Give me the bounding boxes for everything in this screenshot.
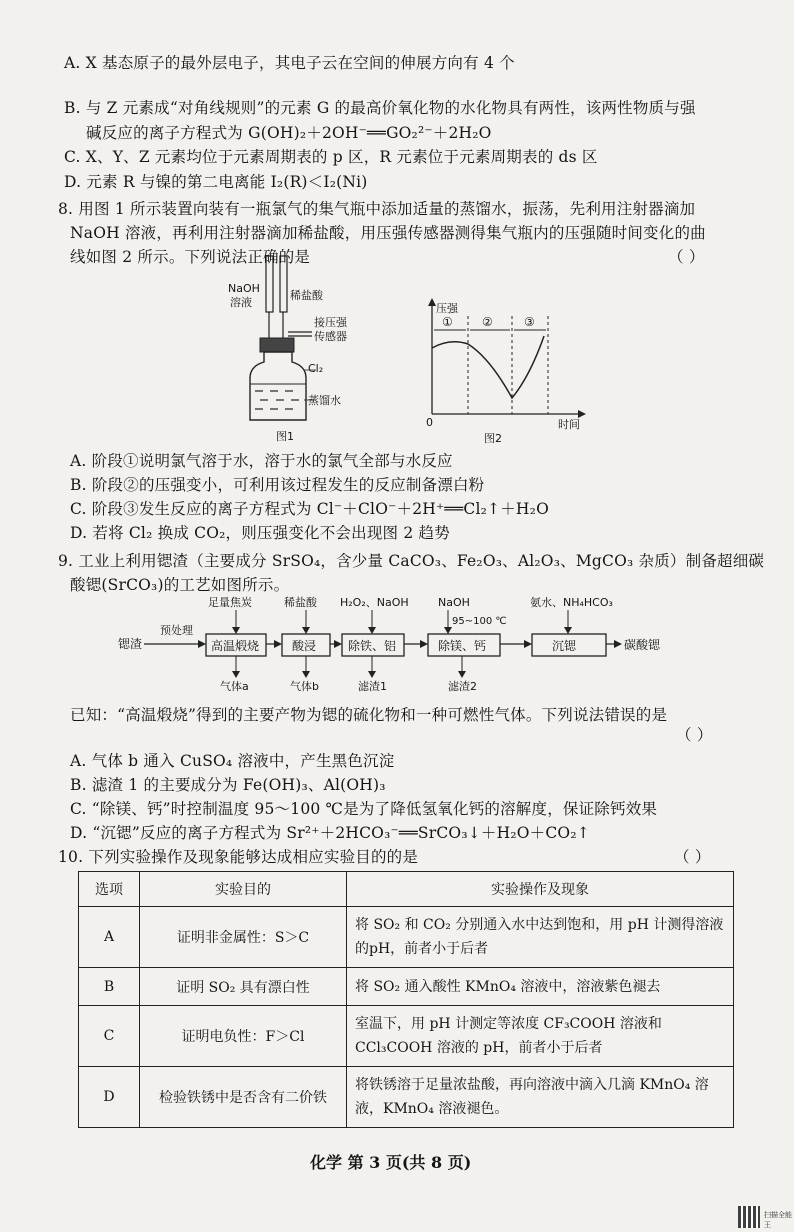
flow-step-2-label: 酸浸 [292,639,317,653]
q7-option-a: A. X 基态原子的最外层电子，其电子云在空间的伸展方向有 4 个 [64,54,515,72]
stopper [260,338,294,352]
flow-pretreatment: 预处理 [160,624,193,637]
figure1-apparatus [220,252,370,444]
row-b-goal: 证明 SO₂ 具有漂白性 [140,968,347,1006]
header-goal: 实验目的 [140,872,347,907]
q10-answer-bracket: （ ） [674,848,711,866]
fig1-caption: 图1 [276,430,294,443]
page-footer: 化学 第 3 页(共 8 页) [310,1153,472,1172]
table-row [79,968,734,1006]
flow-reagent-3: H₂O₂、NaOH [340,596,409,609]
row-c-operation: 室温下，用 pH 计测定等浓度 CF₃COOH 溶液和 CCl₃COOH 溶液的 pH，前者小于后者 [347,1006,734,1067]
fig2-stage3: ③ [524,315,535,329]
row-a-goal: 证明非金属性：S＞C [140,907,347,968]
header-operation: 实验操作及现象 [347,872,734,907]
row-a-operation: 将 SO₂ 和 CO₂ 分别通入水中达到饱和，用 pH 计测得溶液的pH，前者小于后者 [347,907,734,968]
q9-option-d: D. “沉锶”反应的离子方程式为 Sr²⁺＋2HCO₃⁻══SrCO₃↓＋H₂O＋CO₂↑ [70,824,590,842]
q7-option-b-cont: 碱反应的离子方程式为 G(OH)₂＋2OH⁻══GO₂²⁻＋2H₂O [86,124,492,142]
fig1-solution-label: 溶液 [230,296,252,309]
flow-step-1-label: 高温煅烧 [211,639,260,653]
flow-start: 锶渣 [118,637,143,651]
fig2-stage1: ① [442,315,453,329]
q8-option-c: C. 阶段③发生反应的离子方程式为 Cl⁻＋ClO⁻＋2H⁺══Cl₂↑＋H₂O [70,500,549,518]
qr-code-icon [738,1206,760,1228]
row-d-option: D [79,1067,140,1128]
q9-process-flowchart [110,594,690,694]
q8-answer-bracket: （ ） [668,248,705,266]
q10-experiment-table [78,871,734,1128]
syringe-left [266,256,273,312]
row-d-operation: 将铁锈溶于足量浓盐酸，再向溶液中滴入几滴 KMnO₄ 溶液，KMnO₄ 溶液褪色。 [347,1067,734,1128]
q8-option-b: B. 阶段②的压强变小，可利用该过程发生的反应制备漂白粉 [70,476,485,494]
water-dashes [255,391,299,409]
pressure-curve [432,336,544,398]
q9-option-b: B. 滤渣 1 的主要成分为 Fe(OH)₃、Al(OH)₃ [70,776,386,794]
q8-stem-line3: 线如图 2 所示。下列说法正确的是 [70,248,311,266]
flow-step-4-label: 除镁、钙 [438,639,487,653]
flow-reagent-1: 足量焦炭 [208,596,252,609]
row-c-option: C [79,1006,140,1067]
flow-end: 碳酸锶 [624,638,661,652]
flow-output-4: 滤渣2 [448,680,477,693]
row-d-goal: 检验铁锈中是否含有二价铁 [140,1067,347,1128]
fig1-sensor-label-1: 接压强 [314,316,347,329]
flow-temperature: 95~100 ℃ [452,616,507,627]
q9-option-a: A. 气体 b 通入 CuSO₄ 溶液中，产生黑色沉淀 [70,752,395,770]
q7-option-b: B. 与 Z 元素成“对角线规则”的元素 G 的最高价氧化物的水化物具有两性，该两性物质与强 [64,99,696,117]
table-row [79,1006,734,1067]
fig1-cl2-label: Cl₂ [308,362,324,375]
row-c-goal: 证明电负性：F＞Cl [140,1006,347,1067]
syringe-right [280,256,287,312]
gas-bottle [250,352,306,420]
table-row [79,907,734,968]
q7-option-d: D. 元素 R 与镍的第二电离能 I₂(R)＜I₂(Ni) [64,173,368,191]
fig2-ylabel: 压强 [436,302,458,315]
q9-option-c: C. “除镁、钙”时控制温度 95～100 ℃是为了降低氢氧化钙的溶解度，保证除钙效果 [70,800,658,818]
q8-option-d: D. 若将 Cl₂ 换成 CO₂，则压强变化不会出现图 2 趋势 [70,524,450,542]
row-b-option: B [79,968,140,1006]
fig1-water-label: 蒸馏水 [308,394,341,407]
q9-answer-bracket: （ ） [676,726,713,744]
fig1-naoh-label: NaOH [228,282,260,295]
row-a-option: A [79,907,140,968]
figure2-pressure-graph [420,296,590,444]
q9-stem-line2: 酸锶(SrCO₃)的工艺如图所示。 [70,576,290,594]
q9-known-condition: 已知：“高温煅烧”得到的主要产物为锶的硫化物和一种可燃性气体。下列说法错误的是 [70,706,668,724]
flow-reagent-2: 稀盐酸 [284,596,317,609]
fig2-caption: 图2 [484,432,502,444]
fig2-stage2: ② [482,315,493,329]
q7-option-c: C. X、Y、Z 元素均位于元素周期表的 p 区，R 元素位于元素周期表的 ds 区 [64,148,598,166]
q10-stem: 10. 下列实验操作及现象能够达成相应实验目的的是 [58,848,419,866]
flow-step-5-label: 沉锶 [552,639,577,653]
flow-output-3: 滤渣1 [358,680,387,693]
row-b-operation: 将 SO₂ 通入酸性 KMnO₄ 溶液中，溶液紫色褪去 [347,968,734,1006]
header-option: 选项 [79,872,140,907]
table-header-row [79,872,734,907]
fig1-sensor-label-2: 传感器 [314,330,347,343]
flow-reagent-5: 氨水、NH₄HCO₃ [530,596,613,609]
fig1-hcl-label: 稀盐酸 [290,289,323,302]
flow-step-3-label: 除铁、铝 [348,639,397,653]
flow-output-2: 气体b [290,680,319,693]
fig2-origin: 0 [426,416,433,429]
q8-stem-line1: 8. 用图 1 所示装置向装有一瓶氯气的集气瓶中添加适量的蒸馏水，振荡，先利用注射器滴加 [58,200,696,218]
q8-option-a: A. 阶段①说明氯气溶于水，溶于水的氯气全部与水反应 [70,452,453,470]
q8-stem-line2: NaOH 溶液，再利用注射器滴加稀盐酸，用压强传感器测得集气瓶内的压强随时间变化的曲 [70,224,706,242]
fig2-xlabel: 时间 [558,418,580,431]
scanner-watermark: 扫描全能王 [764,1211,792,1229]
flow-reagent-4: NaOH [438,596,470,609]
q9-stem-line1: 9. 工业上利用锶渣（主要成分 SrSO₄，含少量 CaCO₃、Fe₂O₃、Al₂O₃、MgCO₃ 杂质）制备超细碳 [58,552,765,570]
flow-output-1: 气体a [220,680,249,693]
table-row [79,1067,734,1128]
